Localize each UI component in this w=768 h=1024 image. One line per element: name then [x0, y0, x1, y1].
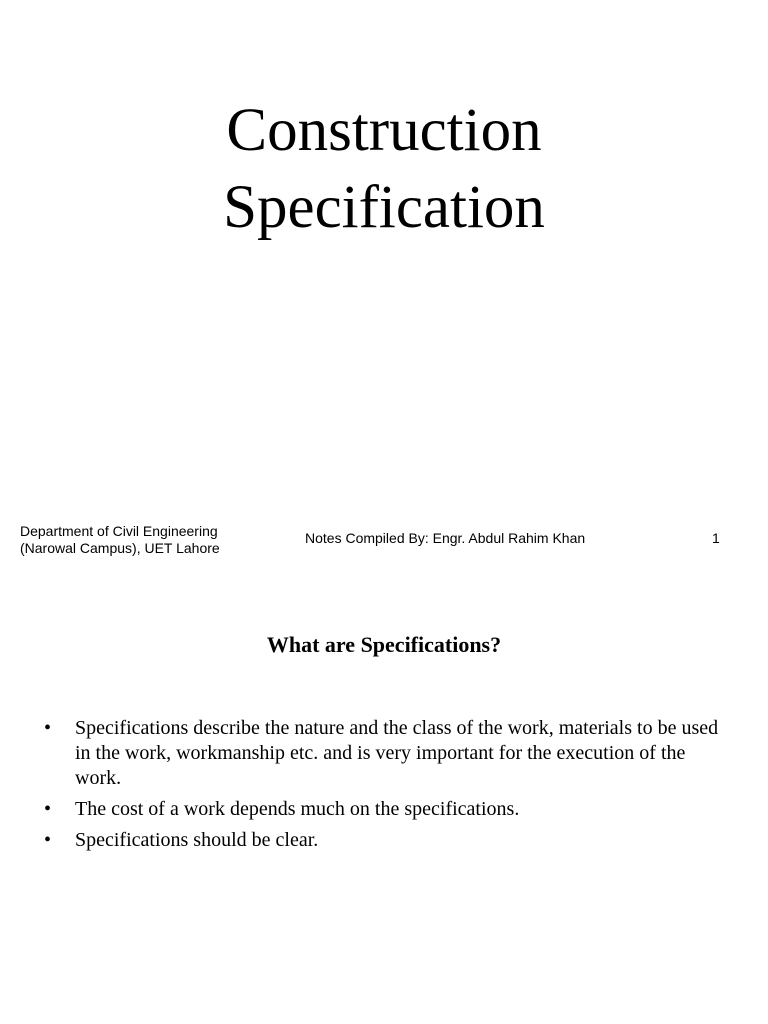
footer-page-number: 1 — [712, 530, 720, 546]
footer-department-line-2: (Narowal Campus), UET Lahore — [20, 540, 220, 556]
footer-notes-credit: Notes Compiled By: Engr. Abdul Rahim Khan — [305, 530, 586, 546]
footer-department — [20, 523, 220, 557]
bullet-marker: • — [44, 717, 52, 739]
bullet-item — [44, 828, 734, 853]
bullet-item — [44, 716, 734, 791]
content-slide — [0, 576, 768, 1024]
bullet-text: Specifications describe the nature and the class of the work, materials to be used in the work, workmanship etc. and is very important for the execution of the work. — [75, 717, 719, 789]
bullet-list — [44, 716, 734, 859]
bullet-text: Specifications should be clear. — [75, 829, 319, 851]
section-heading: What are Specifications? — [266, 632, 502, 657]
bullet-marker: • — [44, 798, 52, 820]
bullet-item — [44, 797, 734, 822]
slide-title-line-2: Specification — [223, 174, 545, 241]
slide-title — [0, 92, 768, 246]
footer-department-line-1: Department of Civil Engineering — [20, 523, 218, 539]
bullet-text: The cost of a work depends much on the specifications. — [75, 798, 520, 820]
slide-title-line-1: Construction — [226, 97, 542, 164]
bullet-marker: • — [44, 829, 52, 851]
